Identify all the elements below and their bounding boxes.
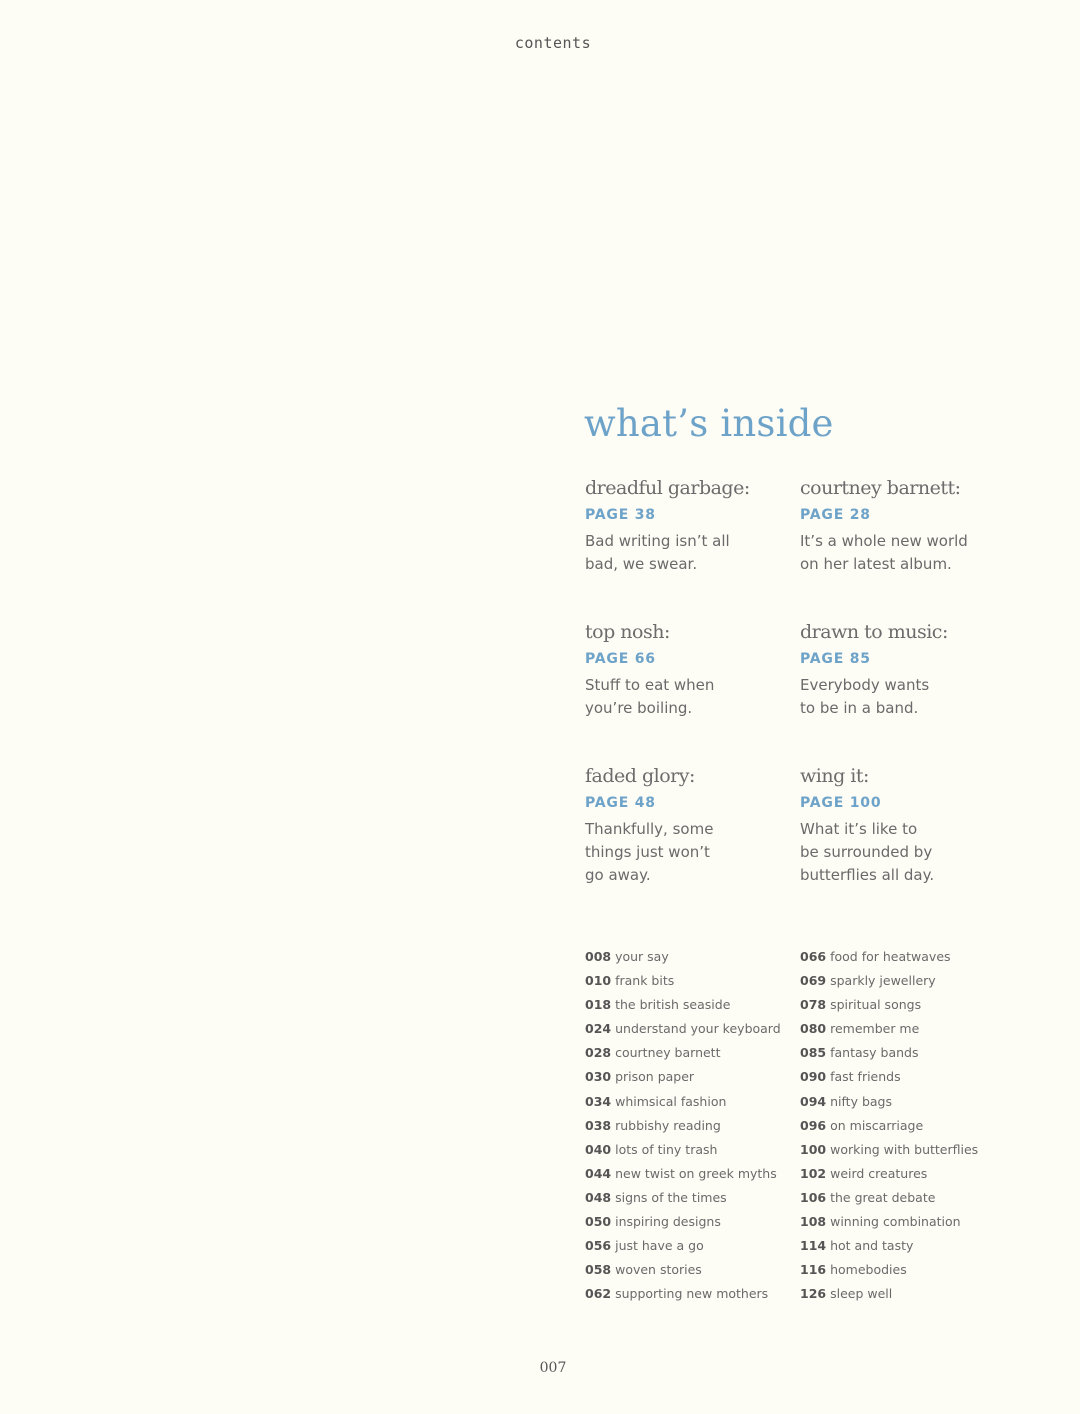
index-entry[interactable] <box>800 993 1015 1017</box>
index-entry-page: 058 <box>585 1262 612 1278</box>
index-entry-label: lots of tiny trash <box>615 1141 718 1157</box>
index-entry-page: 066 <box>800 949 827 964</box>
feature-title: drawn to music: <box>800 621 948 643</box>
feature-page-number: PAGE 48 <box>585 795 656 811</box>
index-entry-page: 078 <box>800 997 827 1013</box>
index-entry-page: 108 <box>800 1214 827 1230</box>
feature-item[interactable] <box>585 474 800 618</box>
feature-description: It’s a whole new world on her latest album. <box>800 532 968 573</box>
index-column-right <box>800 945 1015 1306</box>
page-title: what’s inside <box>584 402 834 445</box>
index-entry-label: hot and tasty <box>830 1238 914 1254</box>
index-entry-label: remember me <box>830 1021 920 1037</box>
index-entry[interactable] <box>585 1210 800 1234</box>
index-entry-page: 114 <box>800 1238 827 1254</box>
index-entry[interactable] <box>800 969 1015 993</box>
index-entry-page: 100 <box>800 1141 827 1157</box>
index-entry[interactable] <box>800 945 1015 969</box>
feature-item[interactable] <box>800 762 1015 906</box>
index-entry[interactable] <box>585 1090 800 1114</box>
index-entry[interactable] <box>585 1258 800 1282</box>
index-entry-label: woven stories <box>615 1262 702 1278</box>
index-entry-page: 102 <box>800 1165 827 1181</box>
index-entry-label: courtney barnett <box>615 1045 721 1061</box>
index-entry-label: rubbishy reading <box>615 1117 721 1133</box>
index-entry-label: food for heatwaves <box>830 949 951 964</box>
running-head: contents <box>514 34 592 52</box>
index-entry-label: sleep well <box>830 1286 893 1302</box>
index-entry[interactable] <box>585 1282 800 1306</box>
index-entry-label: understand your keyboard <box>615 1021 781 1037</box>
feature-description: Everybody wants to be in a band. <box>800 676 930 717</box>
index-entry[interactable] <box>800 1186 1015 1210</box>
index-entry-page: 008 <box>585 949 612 964</box>
index-entry-label: nifty bags <box>830 1093 892 1109</box>
index-entry[interactable] <box>585 993 800 1017</box>
index-entry[interactable] <box>800 1282 1015 1306</box>
index-entry-label: winning combination <box>830 1214 961 1230</box>
feature-page-number: PAGE 100 <box>800 795 882 811</box>
index-entry-page: 028 <box>585 1045 612 1061</box>
index-entry[interactable] <box>585 1114 800 1138</box>
index-entry[interactable] <box>800 1162 1015 1186</box>
index-entry[interactable] <box>585 1234 800 1258</box>
index-entry-label: signs of the times <box>615 1189 727 1205</box>
index-entry-label: inspiring designs <box>615 1214 721 1230</box>
index-entry-page: 080 <box>800 1021 827 1037</box>
index-entry[interactable] <box>585 1017 800 1041</box>
index-entry-label: on miscarriage <box>830 1117 924 1133</box>
index-entry-label: whimsical fashion <box>615 1093 727 1109</box>
index-entry-page: 044 <box>585 1165 612 1181</box>
index-entry-label: prison paper <box>615 1069 695 1085</box>
index-entry-label: fantasy bands <box>830 1045 919 1061</box>
index-entry-label: just have a go <box>615 1238 704 1254</box>
index-entry[interactable] <box>585 1138 800 1162</box>
feature-description: Bad writing isn’t all bad, we swear. <box>585 532 730 573</box>
feature-item[interactable] <box>585 762 800 906</box>
index-entry[interactable] <box>800 1090 1015 1114</box>
feature-description: What it’s like to be surrounded by butterflies all day. <box>800 820 935 884</box>
index-entry[interactable] <box>800 1258 1015 1282</box>
feature-title: courtney barnett: <box>800 477 961 499</box>
index-entry-page: 126 <box>800 1286 827 1302</box>
index-entry-page: 040 <box>585 1141 612 1157</box>
page-number: 007 <box>539 1360 567 1376</box>
feature-title: top nosh: <box>585 621 670 643</box>
contents-index <box>585 945 1025 1306</box>
feature-item[interactable] <box>800 618 1015 762</box>
index-entry-page: 018 <box>585 997 612 1013</box>
index-entry-page: 024 <box>585 1021 612 1037</box>
index-entry[interactable] <box>800 1114 1015 1138</box>
index-entry[interactable] <box>585 1162 800 1186</box>
index-entry-label: the british seaside <box>615 997 731 1013</box>
index-entry-label: sparkly jewellery <box>830 973 936 989</box>
index-entry-page: 010 <box>585 973 612 989</box>
index-entry[interactable] <box>800 1210 1015 1234</box>
feature-title: dreadful garbage: <box>585 477 750 499</box>
index-entry[interactable] <box>800 1138 1015 1162</box>
feature-description: Thankfully, some things just won’t go away. <box>585 820 714 884</box>
index-entry[interactable] <box>800 1041 1015 1065</box>
index-entry-label: spiritual songs <box>830 997 922 1013</box>
index-entry[interactable] <box>585 1065 800 1089</box>
index-entry[interactable] <box>585 969 800 993</box>
index-column-left <box>585 945 800 1306</box>
index-entry-page: 096 <box>800 1117 827 1133</box>
index-entry-page: 038 <box>585 1117 612 1133</box>
index-entry-page: 034 <box>585 1093 612 1109</box>
index-entry-page: 106 <box>800 1189 827 1205</box>
index-entry-label: working with butterflies <box>830 1141 979 1157</box>
index-entry-page: 085 <box>800 1045 827 1061</box>
index-entry-label: the great debate <box>830 1189 936 1205</box>
index-entry-page: 056 <box>585 1238 612 1254</box>
feature-page-number: PAGE 85 <box>800 651 871 667</box>
index-entry-label: homebodies <box>830 1262 907 1278</box>
index-entry-page: 062 <box>585 1286 612 1302</box>
index-entry-label: frank bits <box>615 973 675 989</box>
index-entry-page: 090 <box>800 1069 827 1085</box>
index-entry-page: 048 <box>585 1189 612 1205</box>
index-entry-label: your say <box>615 949 669 964</box>
feature-item[interactable] <box>585 618 800 762</box>
index-entry-label: fast friends <box>830 1069 901 1085</box>
feature-description: Stuff to eat when you’re boiling. <box>585 676 715 717</box>
index-entry-page: 069 <box>800 973 827 989</box>
index-entry[interactable] <box>585 945 800 969</box>
feature-item[interactable] <box>800 474 1015 618</box>
index-entry-page: 094 <box>800 1093 827 1109</box>
index-entry[interactable] <box>800 1065 1015 1089</box>
index-entry[interactable] <box>800 1234 1015 1258</box>
index-entry[interactable] <box>585 1041 800 1065</box>
index-entry[interactable] <box>585 1186 800 1210</box>
feature-page-number: PAGE 66 <box>585 651 656 667</box>
index-entry-label: weird creatures <box>830 1165 928 1181</box>
index-entry-page: 050 <box>585 1214 612 1230</box>
feature-page-number: PAGE 38 <box>585 507 656 523</box>
feature-page-number: PAGE 28 <box>800 507 871 523</box>
feature-title: faded glory: <box>585 765 695 787</box>
index-entry-page: 030 <box>585 1069 612 1085</box>
index-entry[interactable] <box>800 1017 1015 1041</box>
index-entry-page: 116 <box>800 1262 827 1278</box>
feature-grid <box>585 474 1025 906</box>
feature-title: wing it: <box>800 765 869 787</box>
index-entry-label: new twist on greek myths <box>615 1165 777 1181</box>
index-entry-label: supporting new mothers <box>615 1286 769 1302</box>
